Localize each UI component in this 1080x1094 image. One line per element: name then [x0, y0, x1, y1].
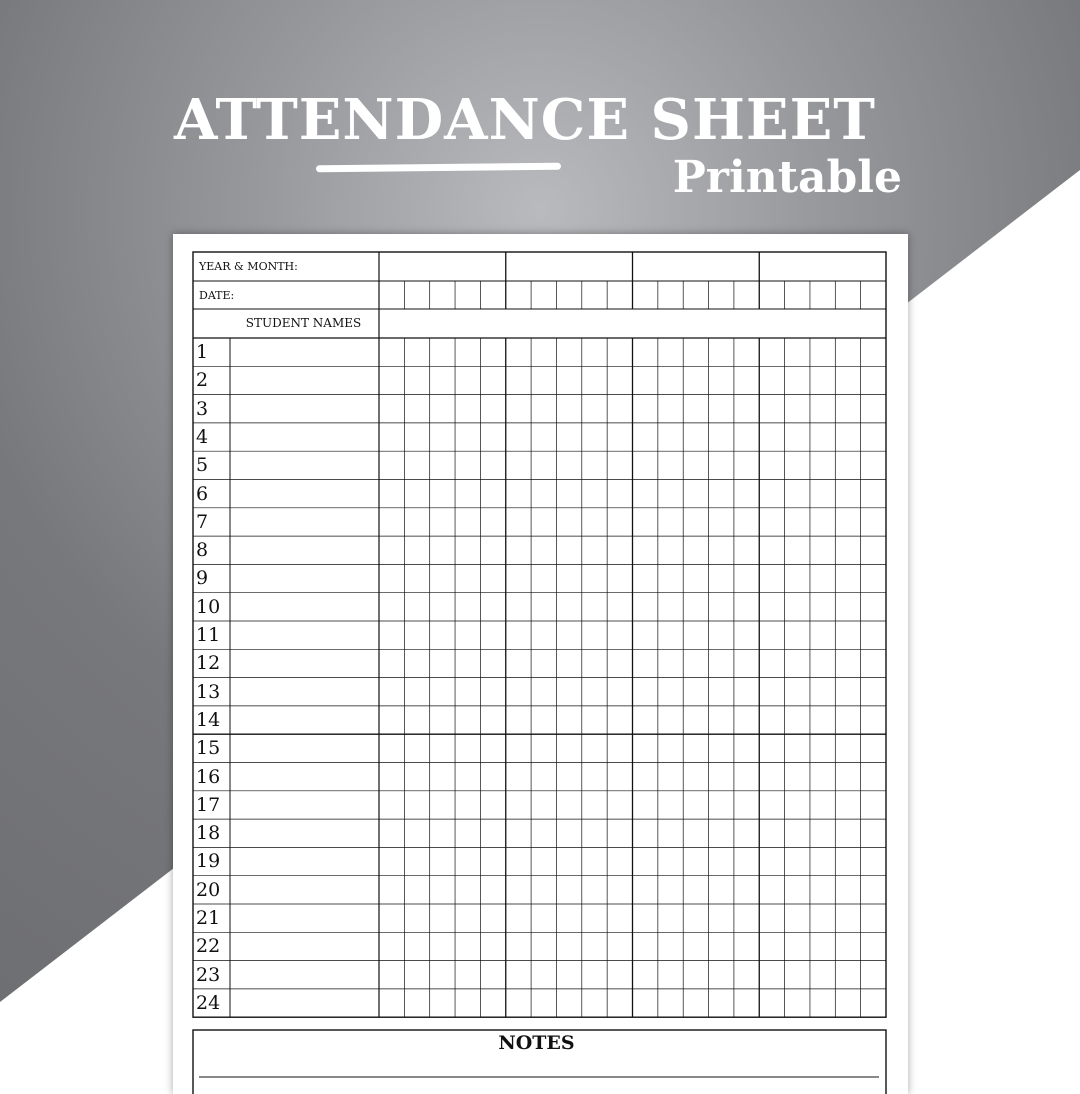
row-number: 24	[196, 991, 221, 1014]
row-number: 22	[196, 935, 221, 958]
row-number: 2	[196, 369, 209, 392]
row-number: 19	[196, 850, 221, 873]
notes-heading: NOTES	[498, 1032, 575, 1054]
row-number: 12	[196, 652, 221, 675]
page-title: ATTENDANCE SHEET	[174, 87, 876, 153]
row-number: 8	[196, 539, 209, 562]
row-number: 1	[196, 341, 209, 363]
row-number: 9	[196, 567, 209, 590]
row-number: 10	[196, 595, 221, 618]
row-number: 16	[196, 765, 221, 788]
row-number: 11	[196, 624, 221, 646]
row-number: 14	[196, 708, 221, 731]
row-number: 4	[196, 425, 209, 448]
row-number: 6	[196, 482, 209, 505]
row-number: 17	[196, 793, 221, 816]
attendance-grid	[173, 234, 908, 1094]
row-number: 13	[196, 680, 221, 703]
row-number: 18	[196, 822, 221, 845]
student-names-header: STUDENT NAMES	[245, 316, 362, 330]
row-number: 5	[196, 454, 209, 477]
year-month-label: YEAR & MONTH:	[199, 260, 298, 273]
row-number: 15	[196, 737, 221, 760]
attendance-sheet-paper	[173, 234, 908, 1094]
row-number: 21	[196, 907, 221, 929]
page-subtitle: Printable	[672, 152, 902, 203]
row-number: 23	[196, 963, 221, 986]
row-number: 3	[196, 397, 209, 420]
row-number: 7	[196, 510, 209, 533]
row-number: 20	[196, 878, 221, 901]
date-label: DATE:	[199, 289, 235, 302]
table-frame	[193, 252, 886, 1017]
